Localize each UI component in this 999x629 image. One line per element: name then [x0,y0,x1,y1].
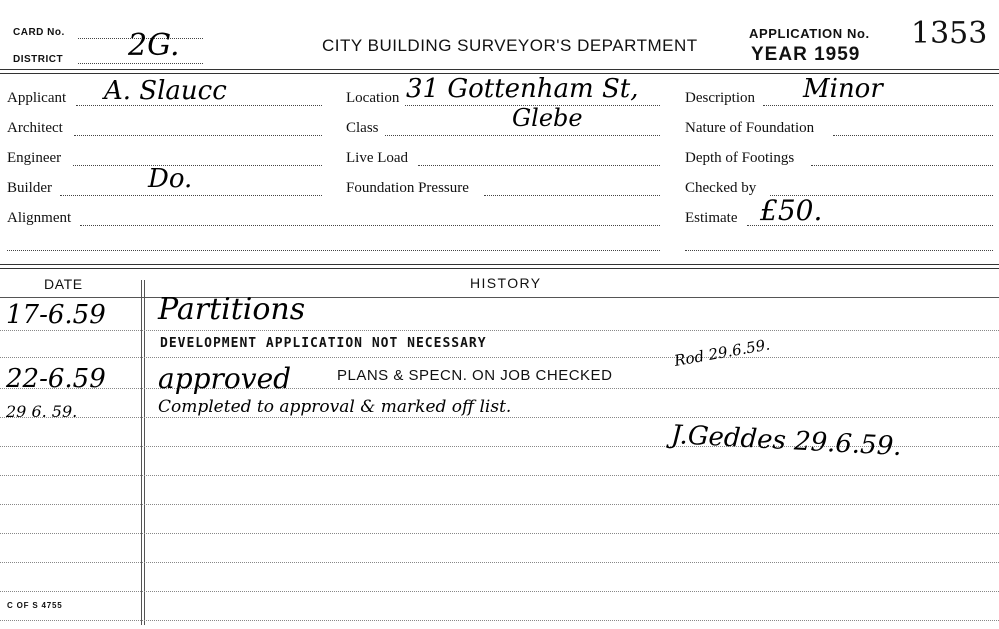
history-note: Rod 29.6.59. [672,335,772,370]
column-divider-inner [144,280,145,625]
depth-footings-line [811,165,993,166]
description-label: Description [685,90,755,106]
description-line [763,105,993,106]
depth-footings-label: Depth of Footings [685,150,795,166]
architect-label: Architect [7,120,63,136]
header-rule-top [0,69,999,70]
history-date: 17-6.59 [6,300,106,330]
form-code: C OF S 4755 [7,601,63,610]
applicant-label: Applicant [7,90,67,106]
history-entry: Completed to approval & marked off list. [158,397,512,417]
ruled-line [0,475,999,476]
applicant-value: A. Slaucc [104,76,227,106]
column-divider [141,280,142,625]
district-label: DISTRICT [13,54,64,65]
estimate-value: £50. [760,194,823,227]
ruled-line [0,591,999,592]
department-title: CITY BUILDING SURVEYOR'S DEPARTMENT [322,36,698,55]
live-load-label: Live Load [346,150,409,166]
history-date: 29 6. 59. [6,402,78,421]
history-entry: Partitions [158,292,306,327]
ruled-line [0,388,999,389]
builder-line [60,195,322,196]
foundation-pressure-label: Foundation Pressure [346,180,469,196]
ruled-line [0,357,999,358]
ruled-line [0,533,999,534]
live-load-line [418,165,660,166]
class-line [385,135,660,136]
builder-value: Do. [148,164,193,194]
architect-line [74,135,322,136]
location-value-street: 31 Gottenham St, [406,74,639,104]
ruled-line [0,562,999,563]
ruled-line [0,417,999,418]
estimate-line-2 [685,250,993,251]
builder-label: Builder [7,180,52,196]
application-no-value: 1353 [911,16,988,51]
signature: J.Geddes 29.6.59. [670,420,903,463]
history-stamp: PLANS & SPECN. ON JOB CHECKED [337,367,613,384]
history-date: 22-6.59 [6,364,106,394]
ruled-line [0,504,999,505]
date-header: DATE [44,276,83,292]
engineer-line [73,165,322,166]
card-no-label: CARD No. [13,27,65,38]
ruled-line [0,620,999,621]
checked-by-label: Checked by [685,180,757,196]
foundation-pressure-line [484,195,660,196]
alignment-label: Alignment [7,210,72,226]
year-label: YEAR 1959 [751,44,861,65]
district-value: 2G. [128,28,180,63]
ruled-line [0,297,999,298]
ruled-line [0,330,999,331]
application-no-label: APPLICATION No. [749,26,870,41]
history-rule-top [0,264,999,265]
class-label: Class [346,120,379,136]
history-entry: approved [158,362,292,395]
estimate-label: Estimate [685,210,738,226]
history-rule-bottom [0,268,999,269]
alignment-line [80,225,660,226]
location-value-suburb: Glebe [512,104,583,132]
engineer-label: Engineer [7,150,62,166]
description-value: Minor [803,74,883,104]
history-header: HISTORY [470,275,542,291]
nature-foundation-label: Nature of Foundation [685,120,815,136]
nature-foundation-line [833,135,993,136]
location-label: Location [346,90,400,106]
history-stamp: DEVELOPMENT APPLICATION NOT NECESSARY [160,336,487,351]
district-line [78,63,203,64]
alignment-line-2 [7,250,660,251]
